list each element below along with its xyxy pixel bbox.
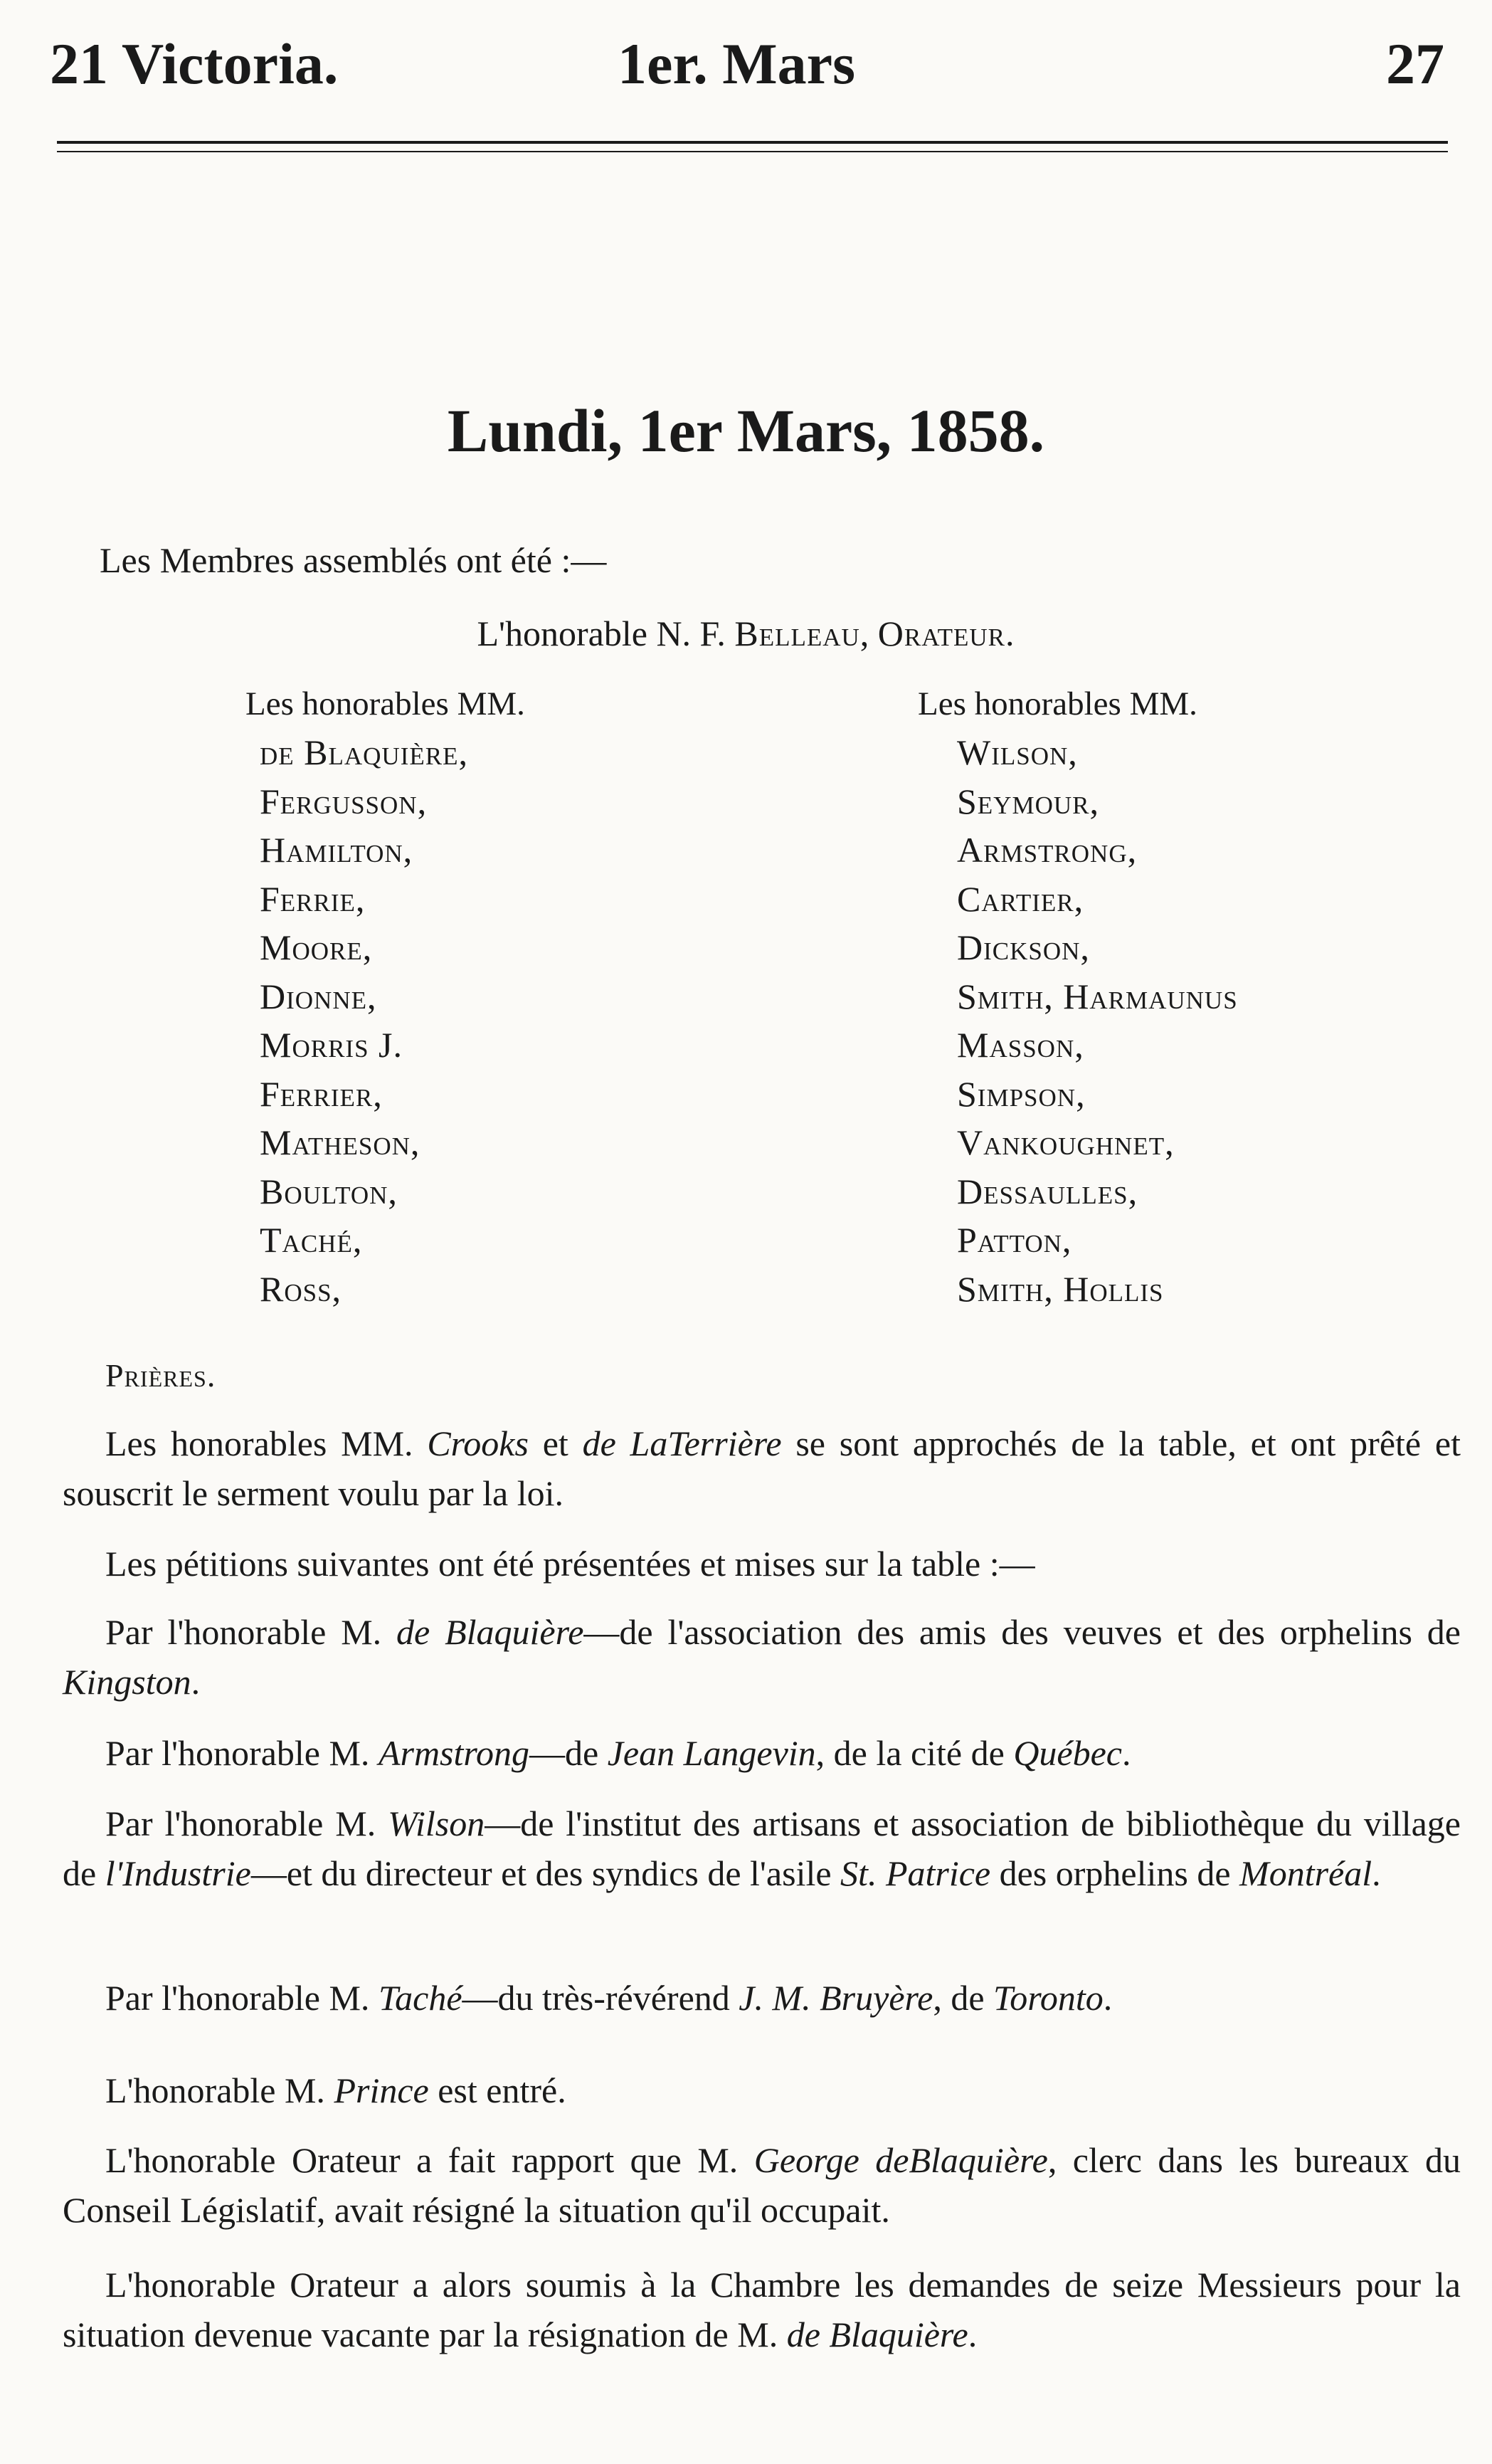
members-heading-right: Les honorables MM. — [918, 685, 1197, 722]
intro-line: Les Membres assemblés ont été :— — [100, 540, 607, 580]
text-run: Par l'honorable M. — [105, 1804, 388, 1843]
speaker-prefix: L'honorable N. F. — [477, 614, 735, 653]
person-name: Jean Langevin — [607, 1733, 816, 1773]
member-name: Moore, — [260, 927, 373, 967]
header-rule-thick — [57, 141, 1448, 144]
text-run: , clerc dans les bureaux du Conseil Législatif, avait résigné la situation qu'il occupait. — [63, 2140, 1461, 2230]
member-name: Morris J. — [260, 1025, 403, 1065]
text-run: —et du directeur et des syndics de l'asile — [250, 1853, 841, 1893]
person-name: George deBlaquière — [753, 2140, 1048, 2180]
page-number: 27 — [1386, 31, 1444, 96]
text-run: Les honorables MM. — [105, 1423, 428, 1463]
member-name: Wilson, — [957, 732, 1078, 772]
speaker-sep: , — [859, 614, 878, 653]
place-name: l'Industrie — [105, 1853, 251, 1893]
text-run: —de l'institut des artisans et association de bibliothèque du village de — [63, 1804, 1461, 1893]
paragraph-petition-armstrong — [63, 1728, 1461, 1778]
member-name: Ferrie, — [260, 878, 366, 919]
member-name: Ross, — [260, 1268, 342, 1309]
text-run: des orphelins de — [990, 1853, 1240, 1893]
place-name: Québec — [1013, 1733, 1122, 1773]
text-run: Par l'honorable M. — [105, 1978, 379, 2018]
member-name: Dickson, — [957, 927, 1090, 967]
paragraph-applications — [63, 2260, 1461, 2359]
text-run: Par l'honorable M. — [105, 1612, 397, 1652]
member-name: Seymour, — [957, 781, 1099, 821]
running-header — [28, 21, 1444, 107]
place-name: Montréal — [1239, 1853, 1372, 1893]
member-name: Matheson, — [260, 1122, 420, 1162]
paragraph-petitions-intro — [63, 1539, 1461, 1589]
paragraph-petition-blaquiere — [63, 1607, 1461, 1707]
text-run: est entré. — [428, 2070, 566, 2110]
member-name: de Blaquière — [396, 1612, 584, 1652]
member-name: Ferrier, — [260, 1073, 383, 1114]
member-name: Dionne, — [260, 976, 377, 1016]
place-name: Toronto — [993, 1978, 1104, 2018]
member-name: Boulton, — [260, 1171, 398, 1211]
members-column-right — [918, 680, 1238, 1313]
member-name: Smith, Hollis — [957, 1268, 1164, 1309]
header-regnal-year: 21 Victoria. — [50, 31, 339, 96]
text-run: . — [1372, 1853, 1381, 1893]
text-run: Les pétitions suivantes ont été présentées et mises sur la table :— — [105, 1544, 1035, 1584]
speaker-line — [0, 609, 1492, 658]
speaker-name: Belleau — [734, 614, 860, 653]
member-name: Vankoughnet, — [957, 1122, 1175, 1162]
member-name: Hamilton, — [260, 830, 413, 870]
header-rule-thin — [57, 151, 1448, 152]
members-list-left — [245, 728, 525, 1313]
member-name: Fergusson, — [260, 781, 428, 821]
page-title: Lundi, 1er Mars, 1858. — [447, 396, 1045, 465]
institution-name: St. Patrice — [840, 1853, 991, 1893]
members-column-left — [245, 680, 525, 1313]
member-name: Armstrong — [378, 1733, 529, 1773]
person-name: J. M. Bruyère — [739, 1978, 933, 2018]
member-name: de Blaquière, — [260, 732, 468, 772]
member-name: Prince — [334, 2070, 429, 2110]
text-run: , de la cité de — [815, 1733, 1014, 1773]
members-list-right — [918, 728, 1238, 1313]
text-run: et — [528, 1423, 583, 1463]
text-run: —de — [529, 1733, 608, 1773]
text-run: . — [191, 1662, 201, 1702]
member-name: Simpson, — [957, 1073, 1086, 1114]
member-name: Smith, Harmaunus — [957, 976, 1238, 1016]
text-run: . — [968, 2315, 978, 2354]
text-run: L'honorable Orateur a alors soumis à la Chambre les demandes de seize Messieurs pour la situation devenue vacante par la résignation de M. — [63, 2265, 1461, 2354]
member-name: Masson, — [957, 1025, 1084, 1065]
member-name: Crooks — [427, 1423, 529, 1463]
member-name: Cartier, — [957, 878, 1084, 919]
member-name: Patton, — [957, 1220, 1072, 1260]
text-run: . — [1103, 1978, 1113, 2018]
text-run: . — [1122, 1733, 1131, 1773]
paragraph-petition-wilson — [63, 1799, 1461, 1898]
member-name: Taché — [378, 1978, 462, 2018]
text-run: Par l'honorable M. — [105, 1733, 379, 1773]
members-heading-left: Les honorables MM. — [245, 685, 525, 722]
member-name: Armstrong, — [957, 830, 1138, 870]
text-run: —du très-révérend — [462, 1978, 739, 2018]
member-name: Wilson — [388, 1804, 485, 1843]
member-name: Dessaulles, — [957, 1171, 1138, 1211]
paragraph-petition-tache — [63, 1973, 1461, 2023]
paragraph-resignation-report — [63, 2135, 1461, 2235]
person-name: de Blaquière — [786, 2315, 968, 2354]
text-run: L'honorable M. — [105, 2070, 334, 2110]
text-run: L'honorable Orateur a fait rapport que M. — [105, 2140, 754, 2180]
header-date: 1er. Mars — [618, 31, 855, 96]
paragraph-prince-entered — [63, 2065, 1461, 2115]
text-run: , de — [933, 1978, 994, 2018]
place-name: Kingston — [63, 1662, 191, 1702]
text-run: —de l'association des amis des veuves et des orphelins de — [583, 1612, 1461, 1652]
prayers-heading: Prières. — [105, 1357, 216, 1394]
text-run: se sont approchés de la table, et ont prêté et souscrit le serment voulu par la loi. — [63, 1423, 1461, 1513]
member-name: de LaTerrière — [582, 1423, 782, 1463]
paragraph-oath — [63, 1418, 1461, 1518]
member-name: Taché, — [260, 1220, 363, 1260]
speaker-role: Orateur. — [877, 614, 1015, 653]
